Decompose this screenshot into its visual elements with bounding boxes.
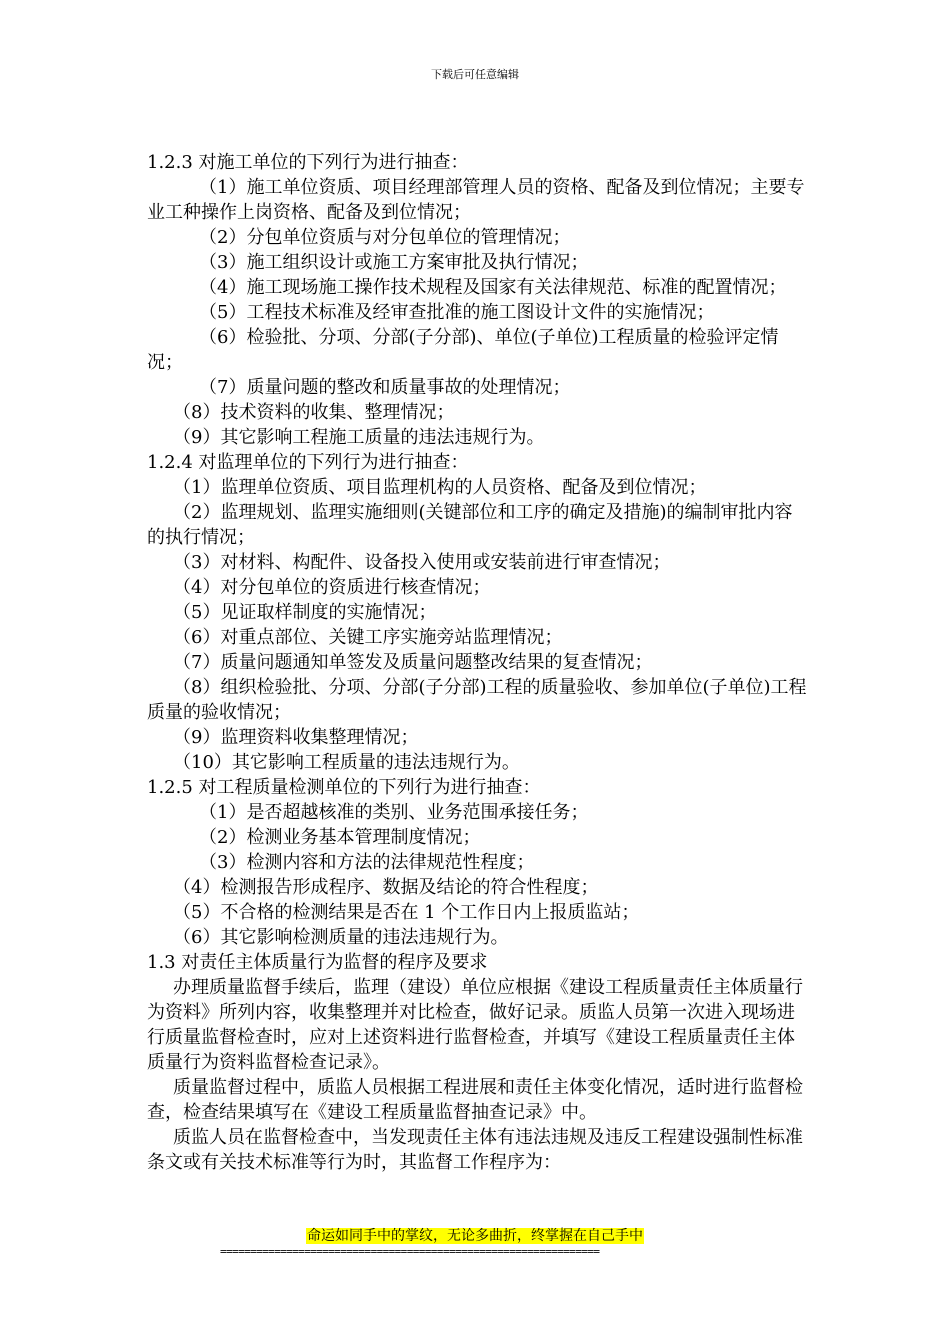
text-line: 质监人员在监督检查中，当发现责任主体有违法违规及违反工程建设强制性标准条文或有关技术标准等行为时，其监督工作程序为： — [147, 1127, 803, 1173]
footer-rule: =============================================================== — [220, 1245, 600, 1258]
text-line: （6）检验批、分项、分部(子分部)、单位(子单位)工程质量的检验评定情况； — [147, 327, 779, 373]
footer-motto-text: 命运如同手中的掌纹，无论多曲折，终掌握在自己手中 — [307, 1228, 643, 1244]
text-line: 1.2.3 对施工单位的下列行为进行抽查： — [147, 152, 469, 173]
text-line: （6）其它影响检测质量的违法违规行为。 — [173, 927, 509, 948]
text-line: （8）技术资料的收集、整理情况； — [173, 402, 455, 423]
text-line: （2）检测业务基本管理制度情况； — [199, 827, 481, 848]
text-line: （2）分包单位资质与对分包单位的管理情况； — [199, 227, 571, 248]
text-line: （3）检测内容和方法的法律规范性程度； — [199, 852, 535, 873]
text-line: （1）监理单位资质、项目监理机构的人员资格、配备及到位情况； — [173, 477, 707, 498]
text-line: （5）不合格的检测结果是否在 1 个工作日内上报质监站； — [173, 902, 640, 923]
text-line: （4）施工现场施工操作技术规程及国家有关法律规范、标准的配置情况； — [199, 277, 787, 298]
page-header: 下载后可任意编辑 — [431, 68, 519, 81]
text-line: 1.2.4 对监理单位的下列行为进行抽查： — [147, 452, 469, 473]
text-line: （8）组织检验批、分项、分部(子分部)工程的质量验收、参加单位(子单位)工程质量的验收情况； — [147, 677, 807, 723]
text-line: （5）工程技术标准及经审查批准的施工图设计文件的实施情况； — [199, 302, 715, 323]
text-line: （4）检测报告形成程序、数据及结论的符合性程度； — [173, 877, 599, 898]
text-line: 质量监督过程中，质监人员根据工程进展和责任主体变化情况，适时进行监督检查，检查结果填写在《建设工程质量监督抽查记录》中。 — [147, 1077, 803, 1123]
text-line: （7）质量问题的整改和质量事故的处理情况； — [199, 377, 571, 398]
text-line: （7）质量问题通知单签发及质量问题整改结果的复查情况； — [173, 652, 653, 673]
text-line: （1）施工单位资质、项目经理部管理人员的资格、配备及到位情况；主要专业工种操作上岗资格、配备及到位情况； — [147, 177, 805, 223]
text-line: （5）见证取样制度的实施情况； — [173, 602, 437, 623]
text-line: （10）其它影响工程质量的违法违规行为。 — [173, 752, 520, 773]
text-line: （9）监理资料收集整理情况； — [173, 727, 419, 748]
footer-motto — [0, 1226, 950, 1246]
text-line: （3）施工组织设计或施工方案审批及执行情况； — [199, 252, 589, 273]
text-line: （2）监理规划、监理实施细则(关键部位和工序的确定及措施)的编制审批内容的执行情况； — [147, 502, 793, 548]
text-line: 办理质量监督手续后，监理（建设）单位应根据《建设工程质量责任主体质量行为资料》所列内容，收集整理并对比检查，做好记录。质监人员第一次进入现场进行质量监督检查时，应对上述资料进行监督检查，并填写《建设工程质量责任主体质量行为资料监督检查记录》。 — [147, 977, 803, 1073]
text-line: （4）对分包单位的资质进行核查情况； — [173, 577, 491, 598]
text-line: （1）是否超越核准的类别、业务范围承接任务； — [199, 802, 589, 823]
text-line: 1.2.5 对工程质量检测单位的下列行为进行抽查： — [147, 777, 541, 798]
text-line: （9）其它影响工程施工质量的违法违规行为。 — [173, 427, 545, 448]
text-line: （6）对重点部位、关键工序实施旁站监理情况； — [173, 627, 563, 648]
text-line: （3）对材料、构配件、设备投入使用或安装前进行审查情况； — [173, 552, 671, 573]
document-body — [147, 150, 809, 1175]
text-line: 1.3 对责任主体质量行为监督的程序及要求 — [147, 952, 488, 973]
